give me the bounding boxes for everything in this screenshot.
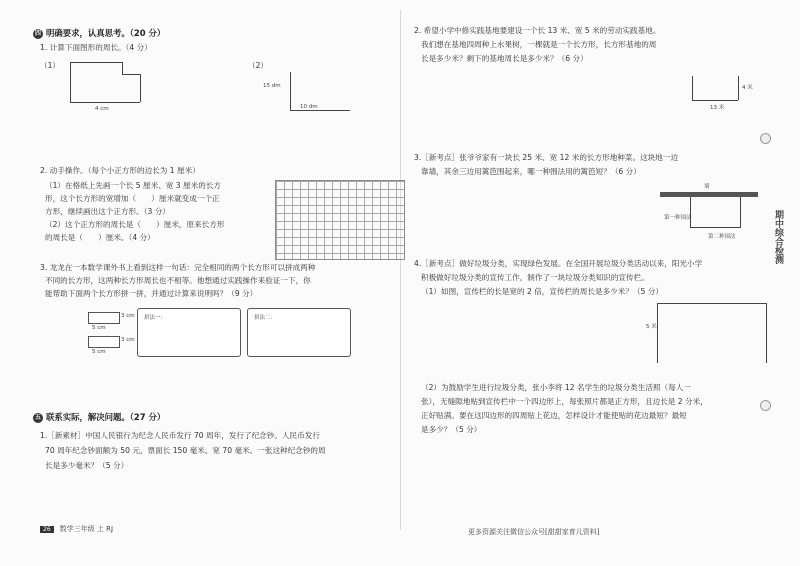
rect1-width: 3 cm <box>121 313 135 319</box>
section-4-title <box>33 27 165 39</box>
q5-fig-edge <box>692 76 693 100</box>
answer-box-1[interactable] <box>137 308 241 357</box>
fig2-dim-label: 15 dm <box>263 83 281 89</box>
fence-line <box>690 197 691 227</box>
fig1-edge <box>122 74 140 75</box>
wall-label: 墙 <box>704 184 710 190</box>
answer-box-2[interactable] <box>247 308 351 357</box>
board-dim: 5 米 <box>646 324 657 330</box>
q3-line: 不同的长方形，这两种长方形周长也不相等。他想通过实践操作来验证一下，你 <box>45 276 311 285</box>
q1-text: 1. 计算下面图形的周长。（4 分） <box>40 43 152 52</box>
q2-text: 2. 动手操作。（每个小正方形的边长为 1 厘米） <box>40 166 200 175</box>
q7-line: 是多少？（5 分） <box>421 425 482 434</box>
q7-line: 积极做好垃圾分类的宣传工作，制作了一块垃圾分类知识的宣传栏。 <box>421 273 649 282</box>
answer-box-1-label: 拼法一： <box>144 315 167 321</box>
q7-line: 4.［新考点］做好垃圾分类，实现绿色发展。在全国开展垃圾分类活动以来，阳光小学 <box>414 259 703 268</box>
rect1-length: 5 cm <box>92 325 106 331</box>
q5-line: 长是多少米？剩下的基地周长是多少米？（6 分） <box>421 54 588 63</box>
q7-line: 正好贴满。要在这四边形的四周贴上花边，怎样设计才能使贴的花边最短？最短 <box>421 411 687 420</box>
binding-hole <box>760 133 771 144</box>
square-grid <box>275 180 405 260</box>
q6-line: 3.［新考点］张爷爷家有一块长 25 米、宽 12 米的长方形地种菜。这块地一边 <box>414 153 679 162</box>
q1-sub1: （1） <box>40 61 61 70</box>
fig1-edge <box>70 62 71 102</box>
section-5-title <box>33 411 165 423</box>
q5-line: 2. 希望小学中修实践基地要建设一个长 13 米、宽 5 米的劳动实践基地。 <box>414 26 661 35</box>
fence-line <box>740 197 741 227</box>
q7-line: （2）为鼓励学生进行垃圾分类，张小李将 12 名学生的垃圾分类生活照（每人一 <box>421 383 691 392</box>
section-5-badge: 五 <box>34 413 41 421</box>
fig1-edge <box>122 62 123 74</box>
side-title: 期中综合检测 <box>773 210 783 264</box>
rect2-width: 3 cm <box>121 337 135 343</box>
q2-line: 的周长是（ ）厘米。（4 分） <box>45 233 155 242</box>
q5-dim-1: 4 米 <box>742 85 753 91</box>
section-4-badge: 四 <box>34 29 41 37</box>
q5-line: 我们想在基地四周种上水果树，一棵就是一个长方形，长方形基地的周 <box>421 40 657 49</box>
method-2-label: 第二种围法 <box>708 234 736 240</box>
q2-line: （2）这个正方形的周长是（ ）厘米，原来长方形 <box>45 220 225 229</box>
page-divider <box>400 10 401 530</box>
fig2-edge <box>290 110 350 111</box>
board-edge <box>657 303 658 363</box>
wall-bar <box>660 192 758 197</box>
binding-hole <box>760 400 771 411</box>
q4-line: 长是多少毫米？（5 分） <box>45 461 129 470</box>
fig1-dim-label: 4 cm <box>95 106 109 112</box>
page-footer-right: 更多资源关注微信公众号[甜甜家育儿资料] <box>468 528 600 536</box>
q4-line: 70 周年纪念钞面额为 50 元，票面长 150 毫米、宽 70 毫米。一张这种纪念钞的周 <box>45 446 326 455</box>
q4-line: 1.［新素材］中国人民银行为纪念人民币发行 70 周年，发行了纪念钞。人民币发行 <box>40 431 320 440</box>
q7-line: （1）如图，宣传栏的长是宽的 2 倍，宣传栏的周长是多少米？（5 分） <box>421 287 663 296</box>
book-title: 数学三年级 上 RJ <box>59 525 114 533</box>
rect2-length: 5 cm <box>92 349 106 355</box>
fence-line <box>690 227 741 228</box>
q7-line: 张），无缝隙地贴到宣传栏中一个四边形上，每张照片都是正方形，且边长是 2 分米， <box>421 397 708 406</box>
page-footer-left <box>40 524 113 534</box>
q6-line: 靠墙，其余三边用篱笆围起来，哪一种围法用的篱笆短？（6 分） <box>421 167 641 176</box>
q5-dim-2: 13 米 <box>710 105 725 111</box>
small-rect-2 <box>88 336 120 348</box>
q3-line: 3. 龙龙在一本数学课外书上看到这样一句话：完全相同的两个长方形可以拼成两种 <box>40 263 316 272</box>
page-number: 26 <box>40 526 54 533</box>
q5-fig-edge <box>692 100 738 101</box>
method-1-label: 第一种围法 <box>664 215 692 221</box>
q2-line: （1）在格纸上先画一个长 5 厘米、宽 3 厘米的长方 <box>45 181 222 190</box>
q2-line: 形，这个长方形的宽增加（ ）厘米就变成一个正 <box>45 194 220 203</box>
q3-line: 能帮助下面两个长方形拼一拼，并通过计算来说明吗？（9 分） <box>45 289 258 298</box>
fig1-edge <box>70 62 122 63</box>
fig1-edge <box>140 74 141 102</box>
q5-fig-edge <box>738 76 739 100</box>
small-rect-1 <box>88 312 120 324</box>
q1-sub2: （2） <box>248 61 269 70</box>
board-edge <box>657 303 767 304</box>
board-edge <box>766 303 767 363</box>
section-5-text: 联系实际，解决问题。（27 分） <box>46 412 166 422</box>
fig2-dim-label2: 10 dm <box>300 104 318 110</box>
q2-line: 方形，继续画出这个正方形。（3 分） <box>45 207 170 216</box>
fig1-edge <box>70 102 140 103</box>
section-4-text: 明确要求，认真思考。（20 分） <box>46 28 166 38</box>
fig2-edge <box>290 72 291 110</box>
answer-box-2-label: 拼法二： <box>254 315 277 321</box>
